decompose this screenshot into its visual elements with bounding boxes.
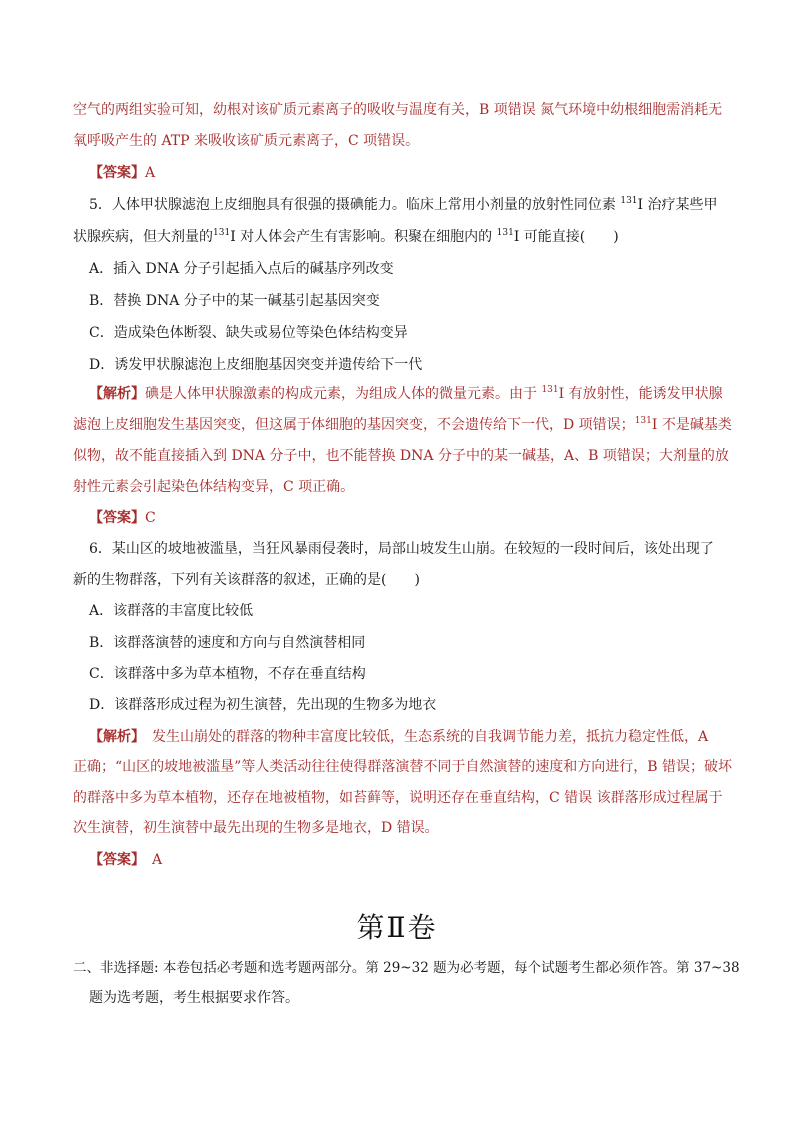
answer-value: A [145,165,156,181]
q4-explanation-line-1: 空气的两组实验可知，幼根对该矿质元素离子的吸收与温度有关，B 项错误 氮气环境中幼根细胞需消耗无 [73,102,723,118]
q5-answer [89,508,156,528]
q5-stem-line-2 [73,227,619,247]
answer-value: C [145,510,156,526]
isotope-superscript: 131 [634,416,652,426]
q4-answer [89,163,155,183]
q5-option-d: D．诱发甲状腺滤泡上皮细胞基因突变并遗传给下一代 [89,357,423,373]
q5-analysis-line-1 [89,384,723,404]
q6-analysis-line-1 [89,727,708,747]
q5-stem-text: I 可能直接( ) [513,229,619,245]
q5-analysis-line-2 [73,415,732,435]
q6-analysis-text: 发生山崩处的群落的物种丰富度比较低，生态系统的自我调节能力差，抵抗力稳定性低，A [138,729,709,745]
q5-stem-line-1 [89,195,718,215]
q5-stem-text: 5．人体甲状腺滤泡上皮细胞具有很强的摄碘能力。临床上常用小剂量的放射性同位素 [89,197,621,213]
q6-analysis-line-4: 次生演替，初生演替中最先出现的生物多是地衣，D 错误。 [73,820,439,836]
q6-answer [89,850,162,870]
q5-analysis-line-4: 射性元素会引起染色体结构变异，C 项正确。 [73,479,355,495]
q5-analysis-text: 滤泡上皮细胞发生基因突变，但这属于体细胞的基因突变，不会遗传给下一代，D 项错误； [73,417,635,433]
q6-analysis-line-2: 正确；“山区的坡地被滥垦”等人类活动往往使得群落演替不同于自然演替的速度和方向进行，B 错误；破坏 [73,759,733,775]
q5-analysis-text: I 不是碱基类 [651,417,732,433]
isotope-superscript: 131 [620,196,638,206]
analysis-label: 【解析】 [89,729,138,745]
isotope-superscript: 131 [213,228,231,238]
q6-option-c: C．该群落中多为草本植物，不存在垂直结构 [89,666,366,682]
section-intro-line-2: 题为选考题，考生根据要求作答。 [89,990,299,1006]
q4-explanation-line-2: 氧呼吸产生的 ATP 来吸收该矿质元素离子，C 项错误。 [73,133,420,149]
isotope-superscript: 131 [496,228,514,238]
q5-analysis-text: 碘是人体甲状腺激素的构成元素，为组成人体的微量元素。由于 [145,386,542,402]
q5-stem-text: 状腺疾病，但大剂量的 [73,229,213,245]
answer-label: 【答案】 [89,852,138,868]
section-intro-line-1: 二、非选择题: 本卷包括必考题和选考题两部分。第 29~32 题为必考题，每个试题考生都必须作答。第 37~38 [73,960,740,976]
q6-option-a: A．该群落的丰富度比较低 [89,603,254,619]
analysis-label: 【解析】 [89,386,145,402]
q6-option-b: B．该群落演替的速度和方向与自然演替相同 [89,635,366,651]
q5-analysis-line-3: 似物，故不能直接插入到 DNA 分子中，也不能替换 DNA 分子中的某一碱基，A、B 项错误；大剂量的放 [73,448,729,464]
q5-option-b: B．替换 DNA 分子中的某一碱基引起基因突变 [89,293,380,309]
q5-option-a: A．插入 DNA 分子引起插入点后的碱基序列改变 [89,261,394,277]
q6-option-d: D．该群落形成过程为初生演替，先出现的生物多为地衣 [89,697,437,713]
q5-stem-text: I 治疗某些甲 [637,197,718,213]
q6-stem-line-2: 新的生物群落，下列有关该群落的叙述，正确的是( ) [73,572,420,588]
isotope-superscript: 131 [541,385,559,395]
q5-analysis-text: I 有放射性，能诱发甲状腺 [558,386,723,402]
section-title: 第Ⅱ卷 [356,911,438,944]
q6-analysis-line-3: 的群落中多为草本植物，还存在地被植物，如苔藓等，说明还存在垂直结构，C 错误 该群落形成过程属于 [73,790,723,806]
answer-value: A [138,852,163,868]
answer-label: 【答案】 [89,510,145,526]
q6-stem-line-1: 6．某山区的坡地被滥垦，当狂风暴雨侵袭时，局部山坡发生山崩。在较短的一段时间后，该处出现了 [89,541,714,557]
q5-stem-text: I 对人体会产生有害影响。积聚在细胞内的 [230,229,497,245]
answer-label: 【答案】 [89,165,145,181]
q5-option-c: C．造成染色体断裂、缺失或易位等染色体结构变异 [89,325,408,341]
